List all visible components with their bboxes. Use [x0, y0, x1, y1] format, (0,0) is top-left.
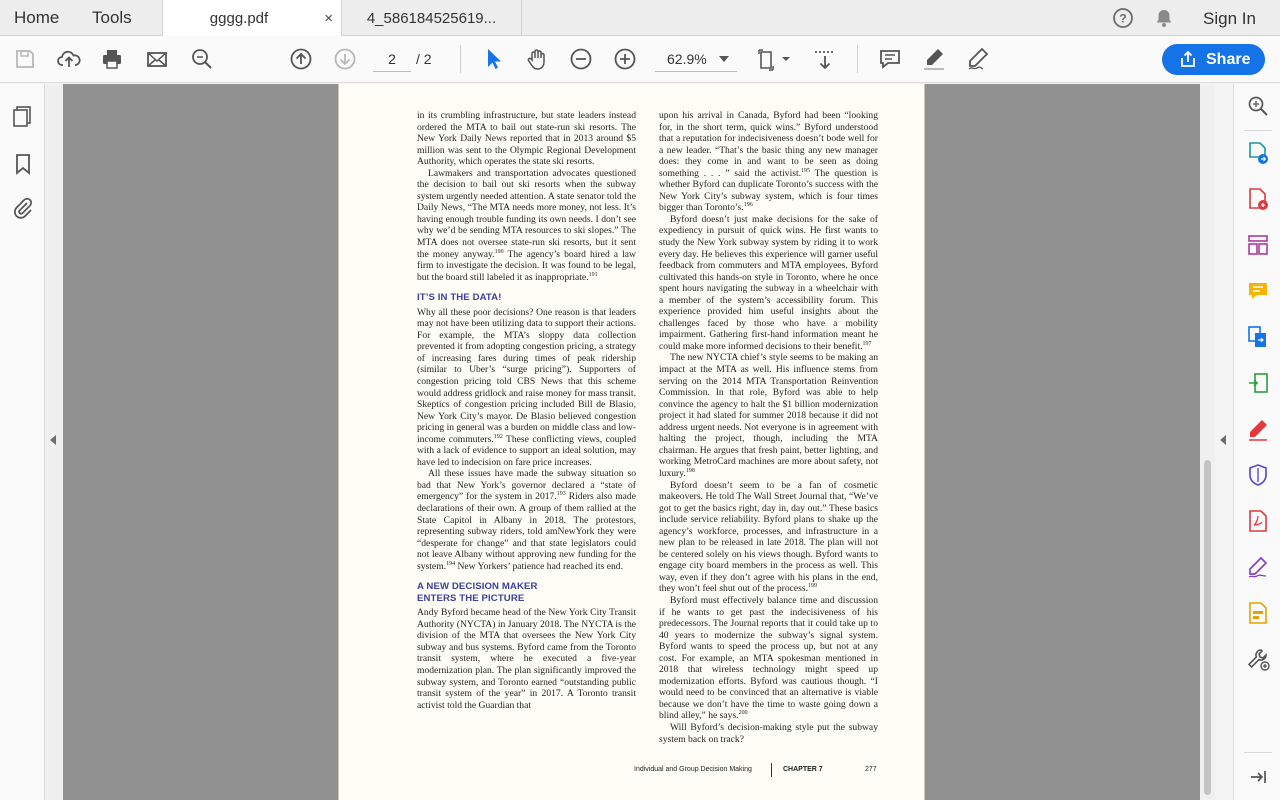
paragraph: upon his arrival in Canada, Byford had been “looking for, in the short term, quick wins.” Byford understood that a reputation for indecisiveness doesn’t bode well for a new leader. “That’s the basic thing any new manager does: they come in and want to be seen as doing something . . . ” said the activist.$^{195}$ The question is whether Byford can duplicate Toronto’s success with the New York City’s subway system, which is four times bigger than Toronto’s.$^{196}$ [659, 110, 878, 214]
share-button[interactable] [1162, 44, 1265, 75]
comment-icon[interactable] [877, 46, 903, 72]
right-text-column [659, 110, 878, 745]
combine-files-icon[interactable] [1246, 325, 1270, 349]
paragraph: Byford must effectively balance time and discussion if he wants to get past the indecisiveness of his predecessors. The Journal reports that it could take up to 40 years to modernize the subway’s signal system. Byford wants to speed the process up, but not at any cost. For example, an MTA spokesman mentioned in 2018 that wireless technology might speed up modernization efforts. Byford was cautious though. “I would need to be convinced that an alternative is viable because we don’t have the time to waste going down a blind alley,” he says.$^{200}$ [659, 594, 878, 722]
more-tools-wrench-icon[interactable] [1246, 647, 1270, 671]
attachment-paperclip-icon[interactable] [11, 196, 35, 220]
next-page-icon[interactable] [332, 46, 358, 72]
save-icon[interactable] [12, 46, 38, 72]
hand-tool-icon[interactable] [524, 46, 550, 72]
tab-label: gggg.pdf [209, 10, 269, 27]
footer-divider [771, 763, 772, 777]
paragraph: The new NYCTA chief’s style seems to be making an impact at the MTA as well. His influence stems from serving on the 2014 MTA Transportation Reinvention Commission. In that role, Byford was able to help convince the agency to halt the $1 billion modernization project it had slated for summer 2018 because it did not address urgent needs. Not everyone is in agreement with halting the project, though, including the MTA chairman. He argues that fresh paint, better lighting, and working MetroCard machines are more about safety, not luxury.$^{198}$ [659, 352, 878, 479]
footer-chapter: CHAPTER 7 [783, 766, 823, 773]
collapse-rail-icon[interactable] [1246, 765, 1270, 789]
upload-cloud-icon[interactable] [56, 46, 82, 72]
previous-page-icon[interactable] [288, 46, 314, 72]
fit-page-icon[interactable] [757, 46, 791, 72]
left-nav-rail [0, 84, 45, 800]
notification-bell-icon[interactable] [1153, 7, 1175, 29]
comment-tool-icon[interactable] [1246, 279, 1270, 303]
select-arrow-icon[interactable] [480, 46, 506, 72]
paragraph: Byford doesn’t just make decisions for the sake of expediency in pursuit of quick wins. He first wants to study the New York subway system by riding it to work every day. He believes this experience will garner useful feedback from commuters and MTA employees. Byford cultivated this hands-on style in Toronto, where he once spent hours navigating the subway in a wheelchair with a member of the system’s accessibility forum. This experience provided him useful insights about the challenges faced by those who have a mobility impairment. Gathering first-hand information meant he could make more informed decisions to their benefit.$^{197}$ [659, 213, 878, 352]
fill-sign-pen-icon[interactable] [1246, 417, 1270, 441]
left-text-column [417, 110, 636, 711]
vertical-scrollbar[interactable] [1204, 460, 1211, 795]
toolbar-divider [857, 45, 858, 73]
print-icon[interactable] [99, 46, 125, 72]
zoom-level-value: 62.9% [667, 51, 707, 67]
collapse-left-panel-icon[interactable] [50, 435, 56, 445]
tab-second-doc[interactable] [342, 0, 522, 36]
section-heading: IT’S IN THE DATA! [417, 292, 502, 304]
paragraph: in its crumbling infrastructure, but state leaders instead ordered the MTA to bail out state-run ski resorts. The New York Daily News reported that in 2013 around $5 million was sent to the Olympic Regional Development Authority, which operates the state ski resorts. [417, 110, 636, 168]
tab-bar [0, 0, 1280, 36]
search-text-icon[interactable] [1246, 94, 1270, 118]
paragraph: Will Byford’s decision-making style put the subway system back on track? [659, 721, 878, 745]
zoom-out-icon[interactable] [568, 46, 594, 72]
compress-pdf-icon[interactable] [1246, 371, 1270, 395]
pdf-page [338, 84, 925, 800]
sign-icon[interactable] [965, 46, 991, 72]
mail-icon[interactable] [144, 46, 170, 72]
right-tools-rail [1233, 84, 1280, 800]
pdf-file-icon[interactable] [1246, 509, 1270, 533]
rail-divider [1244, 130, 1272, 131]
paragraph: All these issues have made the subway situation so bad that New York’s governor declared a “state of emergency” for the system in 2017.$^{193}$ Riders also made declarations of their own. A group of them rallied at the State Capitol in Albany in 2018. The protestors, representing subway riders, told amNewYork they were “desperate for change” and that state legislators could not leave Albany without approving new funding for the system.$^{194}$ New Yorkers’ patience had reached its end. [417, 468, 636, 572]
footer-section-title: Individual and Group Decision Making [634, 766, 752, 773]
protect-shield-icon[interactable] [1246, 463, 1270, 487]
tab-label: 4_586184525619... [366, 10, 497, 27]
chevron-down-icon [719, 56, 729, 62]
expand-right-panel-icon[interactable] [1220, 435, 1226, 445]
help-icon[interactable] [1112, 7, 1134, 29]
paragraph: Byford doesn’t seem to be a fan of cosmetic makeovers. He told The Wall Street Journal that, “We’ve got to get the basics right, day in, day out.” These basics include service reliability. Byford plans to shake up the agency’s workforce, processes, and infrastructure in a new plan to be released in late 2018. The plan will not be centered solely on his views though. Byford wants to engage city board members in the process as well. This way, even if they don’t agree with his plans in the end, they won’t feel shut out of the process.$^{199}$ [659, 479, 878, 595]
highlight-pen-icon[interactable] [921, 46, 947, 72]
paragraph: Andy Byford became head of the New York City Transit Authority (NYCTA) in January 2018. The NYCTA is the division of the MTA that oversees the New York City subway and bus systems. Byford came from the Toronto transit system, where he executed a five-year modernization plan. The plan significantly improved the subway system, and Toronto earned “outstanding public transit system of the year” in 2017. A Toronto transit activist told the Guardian that [417, 607, 636, 711]
paragraph: Why all these poor decisions? One reason is that leaders may not have been utilizing data to support their actions. For example, the MTA’s sloppy data collection prevented it from adopting congestion pricing, a strategy of increasing fares during times of peak ridership (similar to Uber’s “surge pricing”). Supporters of congestion pricing told CBS News that this scheme would address gridlock and raise money for mass transit. Skeptics of congestion pricing included Bill de Blasio, New York City’s mayor. De Blasio believed congestion pricing in general was a burden on middle class and low-income commuters.$^{192}$ These conflicting views, coupled with a lack of evidence to support an ideal solution, may have led to indecision on fare price increases. [417, 306, 636, 468]
toolbar-divider [460, 45, 461, 73]
footer-page-number: 277 [865, 766, 877, 773]
paragraph: Lawmakers and transportation advocates questioned the decision to bail out ski resorts when the subway system urgently needed attention. A state senator told the Daily News, “The MTA needs more money, not less. It’s having enough trouble funding its own needs. I don’t see why we’d be sending MTA resources to ski slopes.” The MTA does not oversee state-run ski resorts, but it sent the money anyway.$^{190}$ The agency’s board hired a law firm to investigate the decision. It was found to be legal, but the board still labeled it as inappropriate.$^{191}$ [417, 167, 636, 283]
zoom-in-icon[interactable] [612, 46, 638, 72]
share-icon [1179, 50, 1197, 68]
tools-link[interactable]: Tools [92, 8, 132, 27]
scroll-mode-icon[interactable] [812, 46, 838, 72]
svg-text:?: ? [1119, 11, 1127, 26]
rail-divider [1244, 752, 1272, 753]
bookmark-icon[interactable] [11, 152, 35, 176]
close-icon[interactable]: × [324, 10, 333, 27]
zoom-level-dropdown[interactable] [655, 47, 737, 72]
section-heading: A NEW DECISION MAKER ENTERS THE PICTURE [417, 581, 538, 604]
share-label: Share [1206, 51, 1251, 68]
page-thumbnails-icon[interactable] [11, 104, 35, 128]
search-zoom-icon[interactable] [189, 46, 215, 72]
page-number-input[interactable] [373, 47, 411, 72]
page-total: / 2 [416, 51, 432, 67]
send-for-signature-icon[interactable] [1246, 555, 1270, 579]
create-pdf-icon[interactable] [1246, 187, 1270, 211]
prepare-form-icon[interactable] [1246, 601, 1270, 625]
tab-gggg-pdf[interactable] [162, 0, 342, 37]
organize-pages-icon[interactable] [1246, 233, 1270, 257]
main-toolbar [0, 36, 1280, 83]
export-pdf-icon[interactable] [1246, 141, 1270, 165]
sign-in-link[interactable]: Sign In [1203, 9, 1256, 28]
home-link[interactable]: Home [14, 8, 60, 27]
